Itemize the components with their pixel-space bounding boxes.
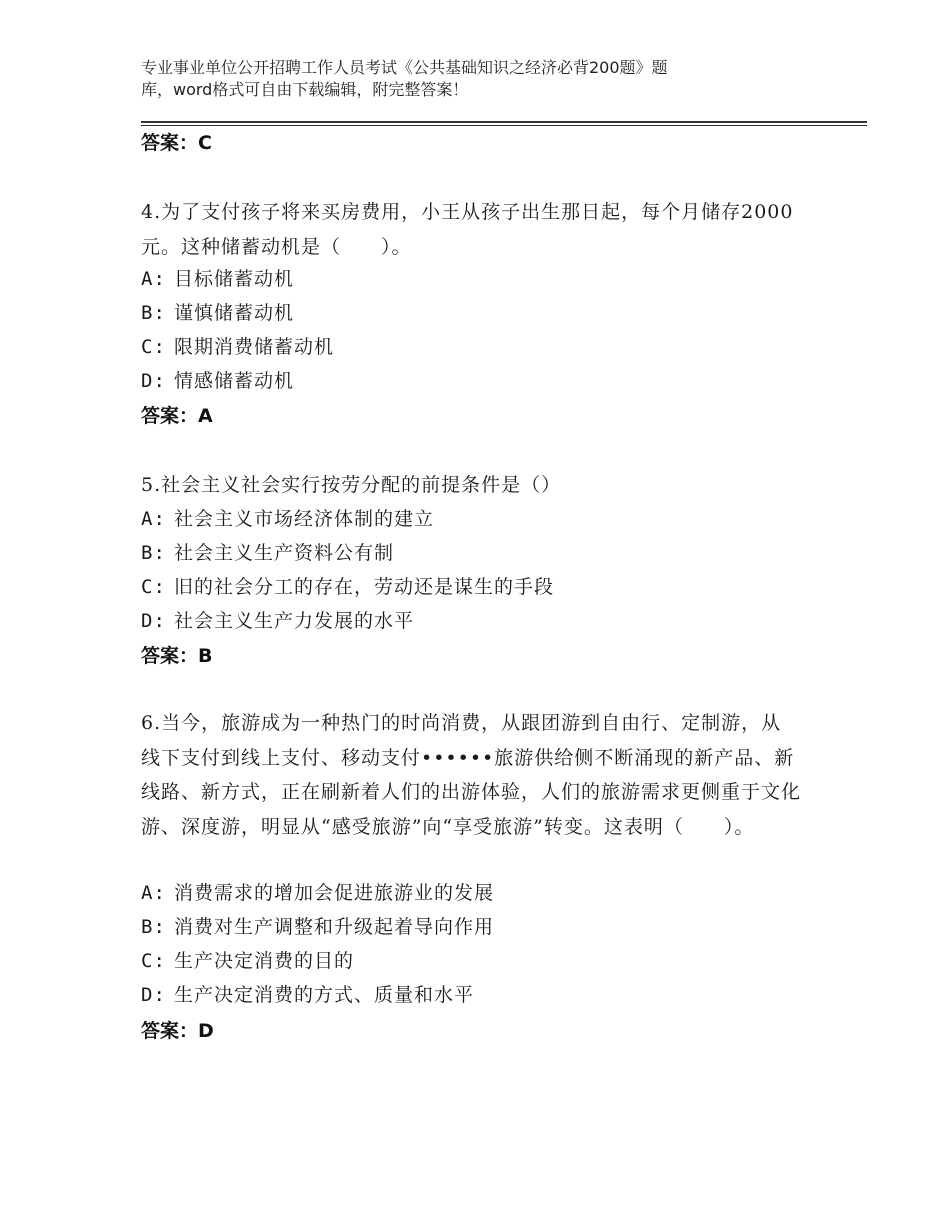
option-letter: C: bbox=[141, 950, 166, 972]
option-text: 社会主义生产资料公有制 bbox=[174, 542, 395, 564]
question-5-option-b bbox=[141, 538, 394, 568]
option-text: 生产决定消费的方式、质量和水平 bbox=[174, 984, 475, 1006]
option-text: 生产决定消费的目的 bbox=[174, 950, 355, 972]
question-4-option-b bbox=[141, 298, 294, 328]
question-4-answer: 答案：A bbox=[141, 405, 213, 427]
previous-answer: 答案：C bbox=[141, 132, 212, 154]
option-letter: C: bbox=[141, 336, 166, 358]
option-text: 社会主义生产力发展的水平 bbox=[174, 610, 415, 632]
question-4-option-d bbox=[141, 366, 294, 396]
question-6-option-a bbox=[141, 878, 494, 908]
question-5-answer: 答案：B bbox=[141, 645, 213, 667]
header-line-1: 专业事业单位公开招聘工作人员考试《公共基础知识之经济必背200题》题 bbox=[141, 58, 668, 77]
option-letter: A: bbox=[141, 268, 166, 290]
header-divider-thin bbox=[141, 125, 867, 126]
header-line-2: 库，word格式可自由下载编辑，附完整答案！ bbox=[141, 80, 469, 99]
question-6-option-c bbox=[141, 946, 354, 976]
option-letter: D: bbox=[141, 610, 166, 632]
question-4-option-a bbox=[141, 264, 294, 294]
question-6-text: 6.当今，旅游成为一种热门的时尚消费，从跟团游到自由行、定制游，从线下支付到线上支付、移动支付••••••旅游供给侧不断涌现的新产品、新线路、新方式，正在刷新着人们的出游体验，人们的旅游需求更侧重于文化游、深度游，明显从“感受旅游”向“享受旅游”转变。这表明（ ）。 bbox=[141, 712, 802, 838]
option-letter: C: bbox=[141, 576, 166, 598]
question-5-option-d bbox=[141, 606, 414, 636]
question-5-option-a bbox=[141, 504, 434, 534]
question-6-answer: 答案：D bbox=[141, 1020, 214, 1042]
option-letter: B: bbox=[141, 542, 166, 564]
header-divider-thick bbox=[141, 121, 867, 123]
option-text: 目标储蓄动机 bbox=[174, 268, 295, 290]
option-letter: D: bbox=[141, 984, 166, 1006]
question-4-text: 4.为了支付孩子将来买房费用，小王从孩子出生那日起，每个月储存2000元。这种储蓄动机是（ ）。 bbox=[141, 201, 794, 258]
option-text: 旧的社会分工的存在，劳动还是谋生的手段 bbox=[174, 576, 555, 598]
option-text: 消费对生产调整和升级起着导向作用 bbox=[174, 916, 495, 938]
question-5-text: 5.社会主义社会实行按劳分配的前提条件是（） bbox=[141, 474, 562, 496]
option-letter: A: bbox=[141, 882, 166, 904]
option-text: 谨慎储蓄动机 bbox=[174, 302, 295, 324]
option-letter: A: bbox=[141, 508, 166, 530]
option-letter: D: bbox=[141, 370, 166, 392]
question-6-option-b bbox=[141, 912, 494, 942]
option-text: 限期消费储蓄动机 bbox=[174, 336, 335, 358]
question-5-option-c bbox=[141, 572, 554, 602]
option-text: 社会主义市场经济体制的建立 bbox=[174, 508, 435, 530]
option-letter: B: bbox=[141, 302, 166, 324]
document-header bbox=[141, 57, 781, 101]
option-text: 消费需求的增加会促进旅游业的发展 bbox=[174, 882, 495, 904]
option-text: 情感储蓄动机 bbox=[174, 370, 295, 392]
question-4-option-c bbox=[141, 332, 334, 362]
option-letter: B: bbox=[141, 916, 166, 938]
question-6-option-d bbox=[141, 980, 474, 1010]
